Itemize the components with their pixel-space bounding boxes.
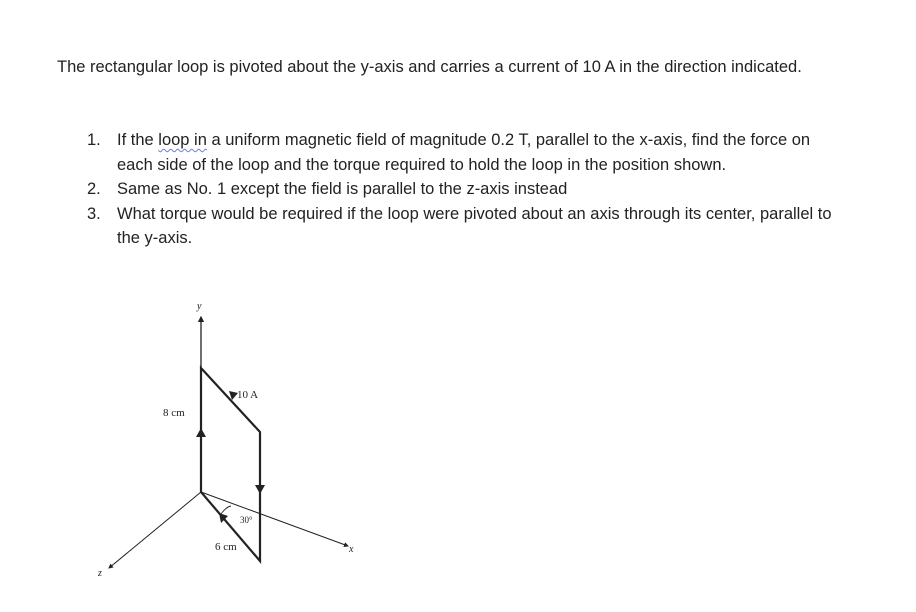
angle-label: 30° (240, 515, 253, 525)
problem-intro: The rectangular loop is pivoted about the y-axis and carries a current of 10 A in the direction indicated. (57, 58, 802, 76)
angle-arc (221, 506, 231, 514)
current-label: 10 A (237, 389, 259, 401)
side-length-label: 8 cm (163, 407, 185, 419)
question-item-1 (87, 128, 847, 177)
question-text: What torque would be required if the loop were pivoted about an axis through its center, parallel to the y-axis. (117, 204, 832, 247)
question-number: 3. (87, 204, 101, 223)
question-text: a uniform magnetic field of magnitude 0.2 T, parallel to the x-axis, find the force on each side of the loop and the torque required to hold the loop in the position shown. (117, 131, 811, 174)
current-arrow-left (196, 428, 206, 437)
z-axis (109, 492, 201, 568)
question-item-2 (87, 177, 847, 202)
question-number: 2. (87, 180, 101, 198)
z-axis-label: z (98, 568, 102, 579)
question-text: If the (117, 131, 159, 149)
width-label: 6 cm (215, 541, 237, 553)
loop-diagram (90, 295, 370, 595)
question-number: 1. (87, 131, 101, 149)
question-text: Same as No. 1 except the field is parallel to the z-axis instead (117, 180, 568, 198)
question-list (87, 128, 847, 251)
question-item-3 (87, 202, 847, 251)
x-axis-label: x (349, 544, 354, 555)
y-axis-label: y (197, 301, 202, 312)
current-arrow-right (255, 485, 265, 494)
spellcheck-flag[interactable]: loop in (158, 131, 207, 149)
